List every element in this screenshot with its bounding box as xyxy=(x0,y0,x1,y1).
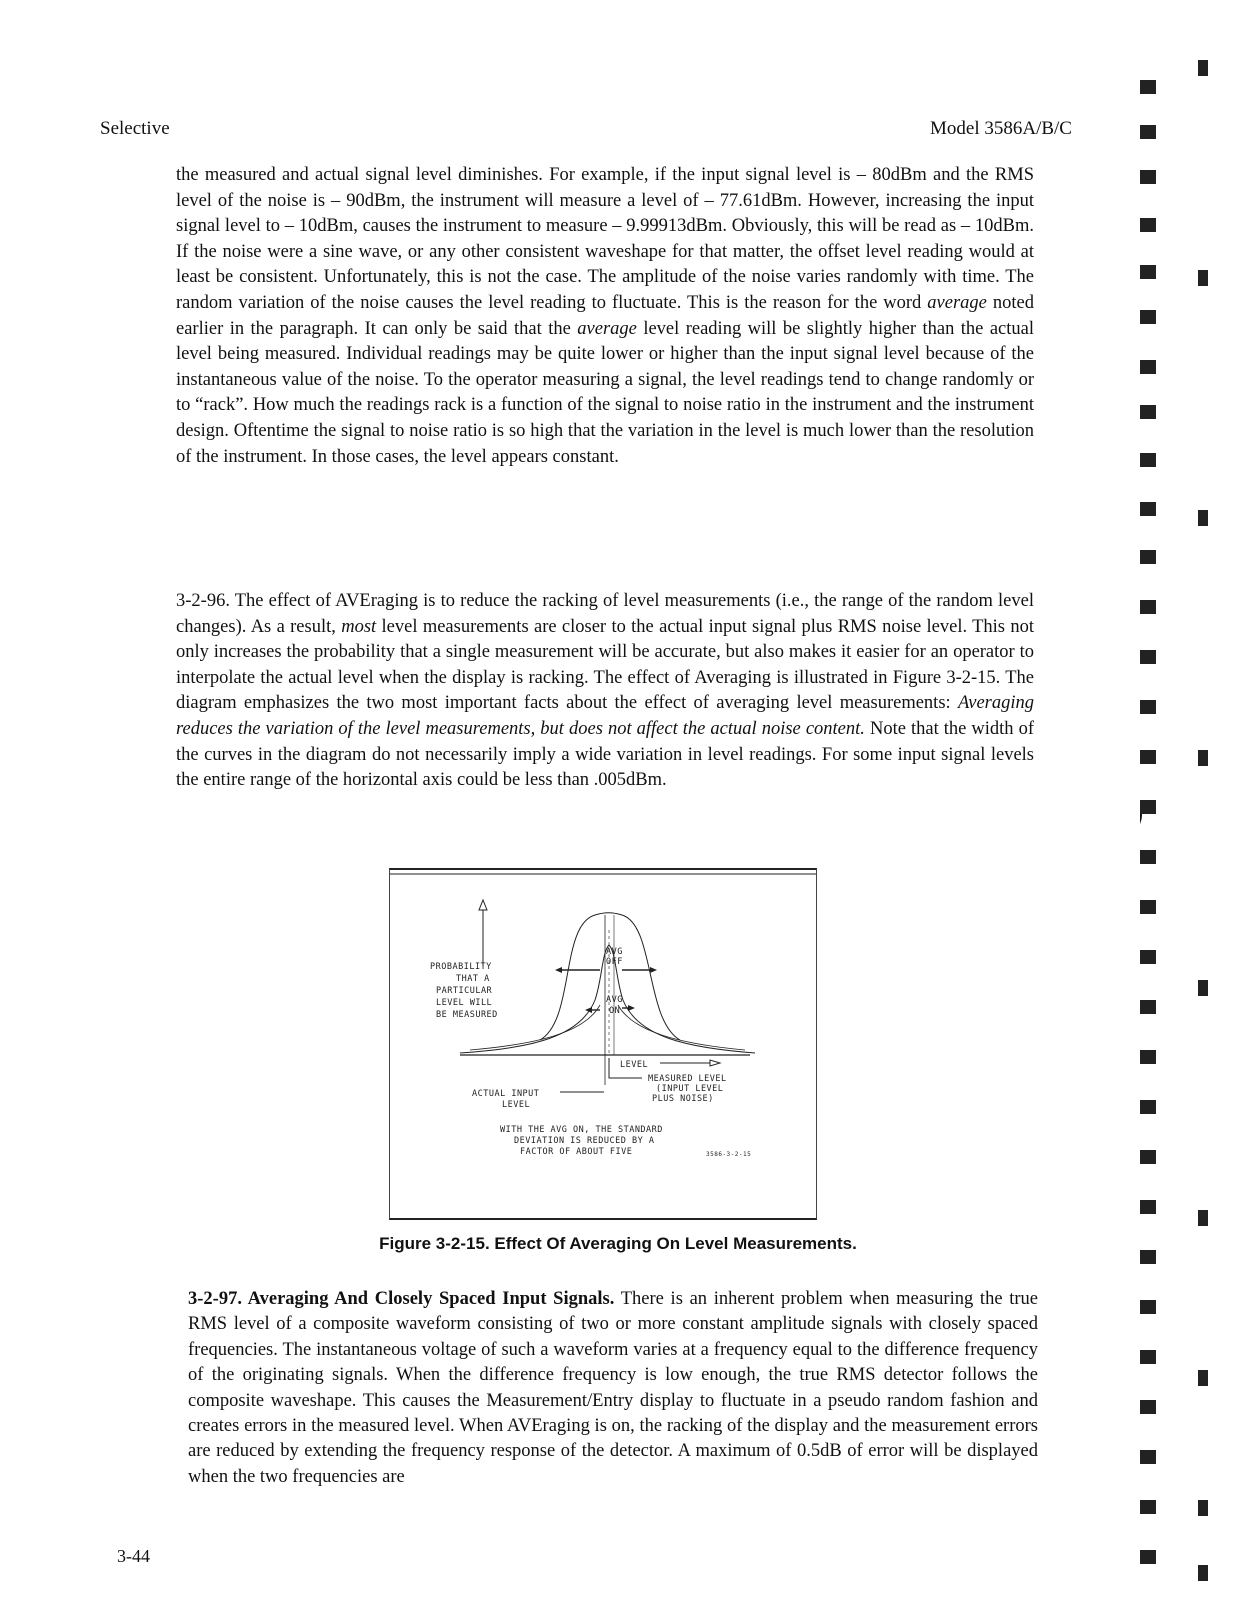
measured-label-2: (INPUT LEVEL xyxy=(656,1084,724,1094)
p2-text-c: Note that the width of the curves in the diagram do not necessarily imply a wide variation in level readings. For some input signal levels the entire range of the horizontal axis could be less than .005dBm. xyxy=(176,718,1035,791)
paragraph-3-2-96 xyxy=(176,589,1034,794)
axis-arrow-icon xyxy=(479,900,487,910)
p1-em-b: average xyxy=(577,318,637,339)
prob-label-3: PARTICULAR xyxy=(436,986,493,996)
p1-text-a: the measured and actual signal level diminishes. For example, if the input signal level is – 80dBm and the RMS level of the noise is – 90dBm, the instrument will measure a level of – 77.61dBm. However, increasing the input signal level to – 10dBm, causes the instrument to measure – 9.99913dBm. Obviously, this will be read as – 10dBm. If the noise were a sine wave, or any other consistent waveshape for that matter, the offset level reading would at least be consistent. Unfortunately, this is not the case. The amplitude of the noise varies randomly with time. The random variation of the noise causes the level reading to fluctuate. This is the reason for the word xyxy=(176,165,1034,313)
avg-on-label-2: ON xyxy=(609,1006,621,1016)
measured-label-3: PLUS NOISE) xyxy=(652,1094,714,1104)
figure-caption: Figure 3-2-15. Effect Of Averaging On Level Measurements. xyxy=(379,1234,857,1253)
p2-text-b: level measurements are closer to the actual input signal plus RMS noise level. This not only increases the probability that a single measurement will be accurate, but also makes it easier for an operator to interpolate the actual level when the display is racking. The effect of Averaging is illustrated in Figure 3-2-15. The diagram emphasizes the two most important facts about the effect of averaging level measurements: xyxy=(176,616,1034,714)
paragraph-3-2-97 xyxy=(188,1287,1038,1490)
level-arrow-icon xyxy=(710,1060,720,1066)
avg-off-curve xyxy=(540,913,680,1040)
p2-em-a: most xyxy=(341,616,377,637)
p1-em-a: average xyxy=(927,292,987,313)
p3-heading: 3-2-97. Averaging And Closely Spaced Input Signals. xyxy=(188,1289,615,1309)
prob-label-2: THAT A xyxy=(456,974,490,984)
note-line-3: FACTOR OF ABOUT FIVE xyxy=(520,1147,633,1157)
avg-off-label-2: OFF xyxy=(606,957,623,967)
prob-label-4: LEVEL WILL xyxy=(436,998,493,1008)
avg-off-left-arrow-icon xyxy=(555,967,562,973)
prob-label-5: BE MEASURED xyxy=(436,1010,498,1020)
avg-on-right-arrow-icon xyxy=(628,1005,635,1011)
note-line-1: WITH THE AVG ON, THE STANDARD xyxy=(500,1125,663,1135)
figure-3-2-15 xyxy=(389,868,817,1220)
avg-off-right-arrow-icon xyxy=(650,967,657,973)
p2-text-a: 3-2-96. The effect of AVEraging is to reduce the racking of level measurements (i.e., the range of the random level changes). As a result, xyxy=(176,591,1034,637)
level-label: LEVEL xyxy=(620,1060,649,1070)
actual-label-1: ACTUAL INPUT xyxy=(472,1089,540,1099)
avg-off-label-1: AVG xyxy=(606,947,623,957)
edge-tab-marks xyxy=(1140,60,1208,1581)
p3-text: There is an inherent problem when measuring the true RMS level of a composite waveform consisting of two or more constant amplitude signals with closely spaced frequencies. The instantaneous voltage of such a waveform varies at a frequency equal to the difference frequency of the originating signals. When the difference frequency is low enough, the true RMS detector follows the composite waveshape. This causes the Measurement/Entry display to fluctuate in a pseudo random fashion and creates errors in the measured level. When AVEraging is on, the racking of the display and the measurement errors are reduced by extending the frequency response of the detector. A maximum of 0.5dB of error will be displayed when the two frequencies are xyxy=(188,1289,1038,1487)
note-line-2: DEVIATION IS REDUCED BY A xyxy=(514,1136,655,1146)
measured-label-1: MEASURED LEVEL xyxy=(648,1074,727,1084)
actual-label-2: LEVEL xyxy=(502,1100,531,1110)
running-header-section: Selective xyxy=(100,118,170,139)
paragraph-noise-offset xyxy=(176,163,1034,470)
p1-text-c: level reading will be slightly higher than the actual level being measured. Individual readings may be quite lower or higher than the input signal level because of the instantaneous value of the noise. To the operator measuring a signal, the level readings tend to change randomly or to “rack”. How much the readings rack is a function of the signal to noise ratio in the instrument and the instrument design. Oftentime the signal to noise ratio is so high that the variation in the level is much lower than the resolution of the instrument. In those cases, the level appears constant. xyxy=(176,318,1034,467)
p2-em-b: Averaging reduces the variation of the level measurements, but does not affect the actual noise content. xyxy=(176,693,1034,739)
page-number: 3-44 xyxy=(117,1546,150,1566)
prob-label-1: PROBABILITY xyxy=(430,962,492,972)
averaging-diagram xyxy=(390,870,816,1218)
figure-code: 3586-3-2-15 xyxy=(706,1151,752,1158)
p1-text-b: noted earlier in the paragraph. It can only be said that the xyxy=(176,292,1034,339)
running-header-model: Model 3586A/B/C xyxy=(930,118,1072,139)
avg-on-label-1: AVG xyxy=(606,995,623,1005)
scan-margin-marks xyxy=(1140,40,1236,1600)
